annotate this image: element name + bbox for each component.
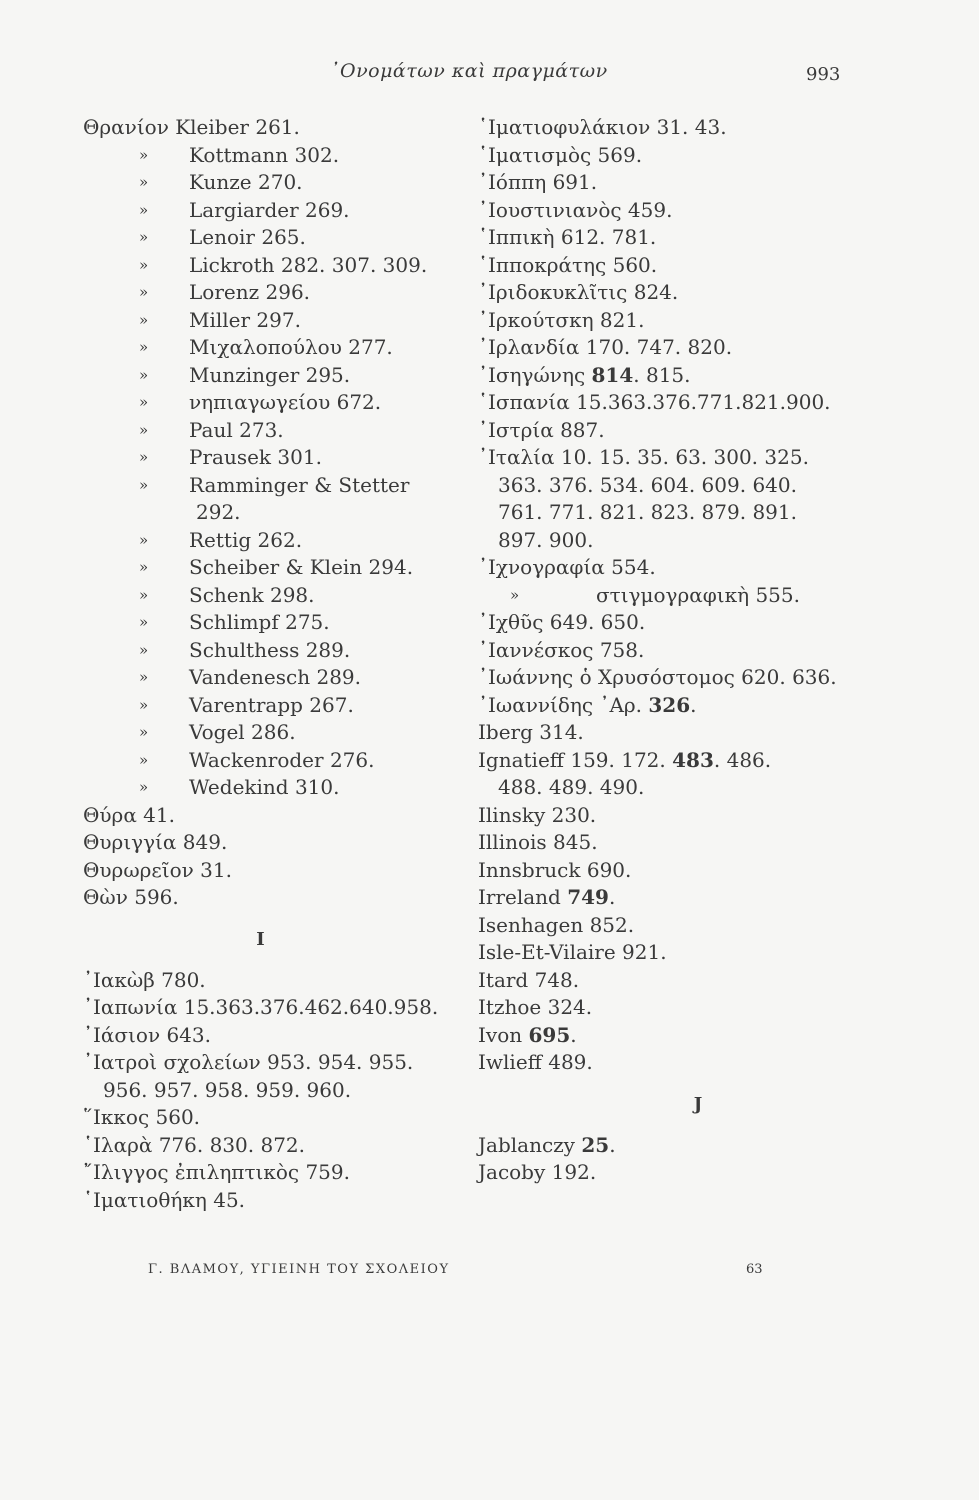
- index-entry: Itzhoe 324.: [478, 995, 593, 1019]
- index-subentry: » Wedekind 310.: [139, 775, 340, 799]
- index-entry: ᾿Ιριδοκυκλῖτις 824.: [478, 280, 679, 304]
- index-entry: ῾Ιλαρὰ 776. 830. 872.: [83, 1132, 306, 1157]
- index-entry: ᾿Ιακὼβ 780.: [83, 967, 206, 992]
- index-entry: ῾Ιματισμὸς 569.: [478, 142, 643, 167]
- index-entry: ᾿Ιχνογραφία 554.: [478, 555, 656, 579]
- section-letter-heading: J: [693, 1093, 703, 1115]
- ditto-mark: »: [510, 585, 520, 604]
- index-subentry: » Miller 297.: [139, 307, 301, 332]
- bold-page-ref: 749: [567, 885, 609, 909]
- index-subentry: » Munzinger 295.: [139, 362, 351, 387]
- right-column: [478, 114, 858, 1187]
- index-subentry: » στιγμογραφικὴ 555.: [478, 582, 858, 610]
- index-entry: ᾿Ιωάννης ὁ Χρυσόστομος 620. 636.: [478, 665, 837, 689]
- index-subentry: » Ramminger & Stetter: [139, 472, 410, 497]
- index-subentry: » Varentrapp 267.: [139, 692, 354, 717]
- index-subentry: » Prausek 301.: [139, 445, 322, 469]
- index-continuation: 897. 900.: [498, 527, 594, 552]
- index-subentry: » Schenk 298.: [139, 582, 315, 607]
- index-entry: ᾿Ιαννέσκος 758.: [478, 637, 645, 662]
- index-subentry: » Wackenroder 276.: [139, 747, 375, 772]
- index-subentry: » νηπιαγωγείου 672.: [139, 390, 382, 414]
- index-continuation: 292.: [196, 500, 241, 524]
- index-entry: ῎Ιλιγγος ἐπιληπτικὸς 759.: [83, 1160, 350, 1184]
- index-subentry: » Kottmann 302.: [83, 142, 478, 170]
- index-entry: ᾿Ιάσιον 643.: [83, 1022, 211, 1047]
- index-entry: ᾿Ιουστινιανὸς 459.: [478, 197, 673, 222]
- index-subentry: » Rettig 262.: [139, 527, 303, 552]
- index-entry: ῞Ικκος 560.: [83, 1105, 201, 1129]
- index-entry: ᾿Ιρκούτσκη 821.: [478, 307, 645, 332]
- index-entry: ῾Ιππικὴ 612. 781.: [478, 225, 657, 249]
- index-continuation: 363. 376. 534. 604. 609. 640.: [498, 472, 797, 497]
- index-entry: ᾿Ισηγώνης 814. 815.: [478, 362, 691, 387]
- index-entry: ᾿Ιρλανδία 170. 747. 820.: [478, 335, 733, 359]
- index-entry: Θρανίον Kleiber 261.: [83, 115, 300, 139]
- index-entry: ῾Ισπανία 15.363.376.771.821.900.: [478, 390, 831, 414]
- index-entry: ᾿Ιστρία 887.: [478, 417, 605, 442]
- left-column: [83, 114, 478, 1214]
- section-letter-heading: I: [256, 928, 265, 950]
- footer-signature: Γ. ΒΛΑΜΟΥ, ΥΓΙΕΙΝΗ ΤΟΥ ΣΧΟΛΕΙΟΥ: [148, 1262, 450, 1277]
- bold-page-ref: 814: [591, 362, 634, 387]
- page-number: 993: [806, 64, 841, 85]
- index-entry: ᾿Ιατροὶ σχολείων 953. 954. 955.: [83, 1050, 414, 1074]
- index-entry: Iberg 314.: [478, 720, 584, 744]
- index-subentry: » Scheiber & Klein 294.: [139, 555, 414, 579]
- index-continuation: 956. 957. 958. 959. 960.: [103, 1077, 352, 1102]
- index-entry: Illinois 845.: [478, 830, 598, 854]
- index-entry: Innsbruck 690.: [478, 857, 632, 882]
- index-entry: Θυριγγία 849.: [83, 830, 228, 854]
- running-head: ᾿Ονομάτων καὶ πραγμάτων: [330, 60, 608, 82]
- index-entry: Ilinsky 230.: [478, 802, 597, 827]
- index-subentry: » Μιχαλοπούλου 277.: [139, 335, 393, 359]
- index-subentry: » Kunze 270.: [139, 170, 303, 194]
- index-entry: ᾿Ιωαννίδης ᾿Αρ. 326.: [478, 692, 697, 717]
- bold-page-ref: 326: [648, 692, 691, 717]
- index-entry: ῾Ιπποκράτης 560.: [478, 252, 658, 277]
- index-subentry: » Lenoir 265.: [139, 225, 306, 249]
- index-entry: Θυρωρεῖον 31.: [83, 857, 232, 882]
- index-subentry: » Lickroth 282. 307. 309.: [139, 252, 428, 277]
- bold-page-ref: 695: [528, 1022, 571, 1047]
- index-entry: ῾Ιματιοθήκη 45.: [83, 1187, 246, 1212]
- index-entry: Θύρα 41.: [83, 802, 175, 827]
- index-entry: Θὼν 596.: [83, 885, 179, 909]
- index-subentry: » Schulthess 289.: [139, 637, 351, 662]
- index-continuation: 761. 771. 821. 823. 879. 891.: [498, 500, 797, 524]
- index-entry: ῾Ιματιοφυλάκιον 31. 43.: [478, 115, 727, 139]
- bold-page-ref: 483: [672, 747, 714, 772]
- index-entry: Iwlieff 489.: [478, 1050, 593, 1074]
- index-subentry: » Vogel 286.: [139, 720, 296, 744]
- bold-page-ref: 25: [581, 1132, 610, 1157]
- index-entry: Ignatieff 159. 172. 483. 486.: [478, 747, 772, 772]
- index-entry: Itard 748.: [478, 967, 580, 992]
- index-continuation: 488. 489. 490.: [498, 775, 645, 799]
- index-entry: Ivon 695.: [478, 1022, 577, 1047]
- index-entry: Isenhagen 852.: [478, 912, 635, 937]
- index-entry: ᾿Ιόππη 691.: [478, 170, 598, 194]
- index-subentry: » Lorenz 296.: [139, 280, 311, 304]
- index-entry: Isle-Et-Vilaire 921.: [478, 940, 667, 964]
- index-subentry: » Largiarder 269.: [139, 197, 350, 222]
- index-entry: ᾿Ιταλία 10. 15. 35. 63. 300. 325.: [478, 445, 809, 469]
- index-entry: ᾿Ιχθῦς 649. 650.: [478, 610, 646, 634]
- index-subentry: » Paul 273.: [139, 417, 284, 442]
- index-entry: Irreland 749.: [478, 885, 616, 909]
- index-subentry: » Vandenesch 289.: [139, 665, 362, 689]
- footer-sheet-number: 63: [746, 1262, 763, 1277]
- index-subentry: » Schlimpf 275.: [139, 610, 330, 634]
- index-entry: ᾿Ιαπωνία 15.363.376.462.640.958.: [83, 995, 439, 1019]
- index-entry: Jacoby 192.: [478, 1160, 597, 1184]
- index-entry: Jablanczy 25.: [478, 1132, 616, 1157]
- ditto-mark: »: [139, 145, 149, 164]
